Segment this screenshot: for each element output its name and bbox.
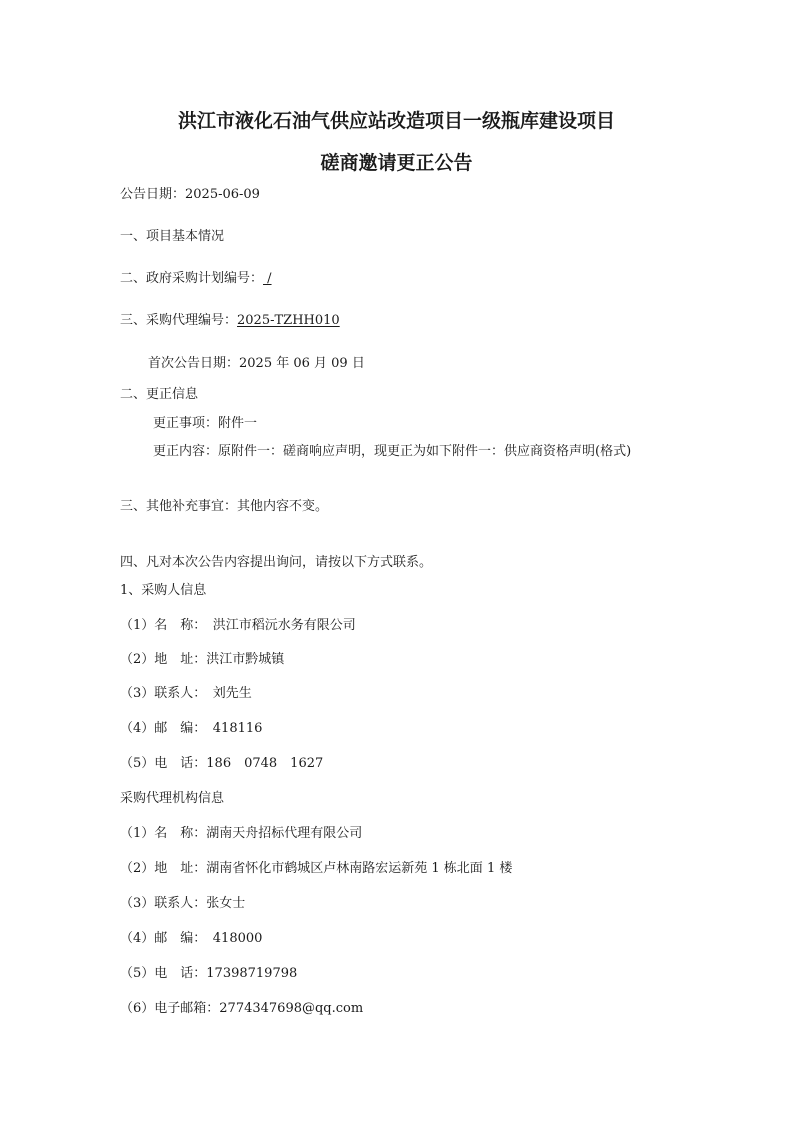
agency-postcode: （4）邮 编： 418000 bbox=[120, 931, 263, 946]
plan-number-label: 二、政府采购计划编号： bbox=[120, 271, 264, 286]
agency-phone: （5）电 话：17398719798 bbox=[120, 966, 298, 981]
purchaser-postcode: （4）邮 编： 418116 bbox=[120, 721, 263, 736]
purchaser-phone: （5）电 话：186 0748 1627 bbox=[120, 756, 324, 771]
first-announce-date: 首次公告日期：2025 年 06 月 09 日 bbox=[148, 356, 365, 371]
agency-number-label: 三、采购代理编号： bbox=[120, 313, 238, 328]
section-correction: 二、更正信息 bbox=[120, 387, 199, 402]
plan-number-value: / bbox=[263, 271, 272, 286]
correction-item: 更正事项：附件一 bbox=[153, 416, 258, 431]
agency-header: 采购代理机构信息 bbox=[120, 791, 225, 806]
agency-email: （6）电子邮箱：2774347698@qq.com bbox=[120, 1001, 364, 1016]
agency-number-value: 2025-TZHH010 bbox=[237, 313, 340, 328]
purchaser-address: （2）地 址：洪江市黔城镇 bbox=[120, 652, 285, 667]
page-subtitle: 磋商邀请更正公告 bbox=[320, 152, 473, 174]
section-plan-number bbox=[120, 270, 272, 288]
section-agency-number bbox=[120, 312, 340, 330]
agency-name: （1）名 称：湖南天舟招标代理有限公司 bbox=[120, 826, 363, 841]
section-project-info: 一、项目基本情况 bbox=[120, 229, 225, 244]
agency-address: （2）地 址：湖南省怀化市鹤城区卢林南路宏运新苑 1 栋北面 1 楼 bbox=[120, 861, 513, 876]
purchaser-contact: （3）联系人： 刘先生 bbox=[120, 686, 252, 701]
purchaser-name: （1）名 称： 洪江市稻沅水务有限公司 bbox=[120, 618, 356, 633]
agency-contact: （3）联系人：张女士 bbox=[120, 896, 246, 911]
announce-date: 公告日期：2025-06-09 bbox=[120, 187, 260, 202]
page-title: 洪江市液化石油气供应站改造项目一级瓶库建设项目 bbox=[177, 110, 615, 132]
section-contact: 四、凡对本次公告内容提出询问，请按以下方式联系。 bbox=[120, 555, 433, 570]
correction-content: 更正内容：原附件一：磋商响应声明，现更正为如下附件一：供应商资格声明(格式) bbox=[153, 444, 632, 459]
purchaser-header: 1、采购人信息 bbox=[120, 583, 207, 598]
section-other: 三、其他补充事宜：其他内容不变。 bbox=[120, 499, 329, 514]
